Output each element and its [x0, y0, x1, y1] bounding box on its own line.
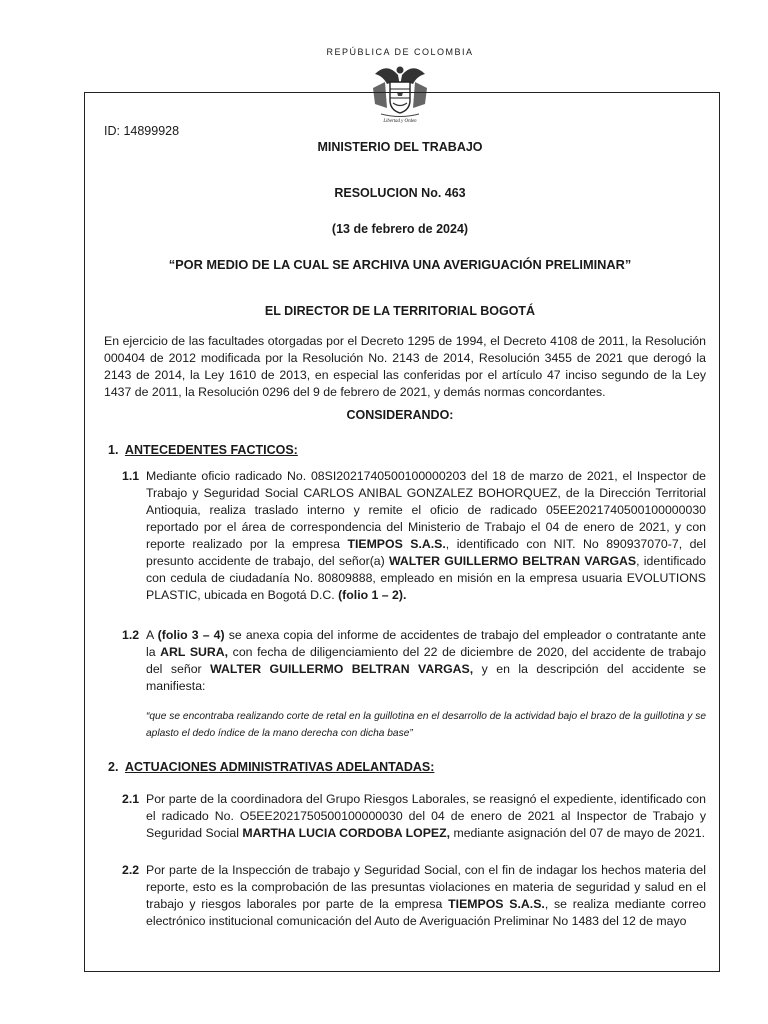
section-1-title: ANTECEDENTES FACTICOS:	[124, 443, 298, 457]
section-2-number: 2.	[108, 760, 119, 774]
item-text: , identificado con NIT. No 890937070-7, del presunto accidente de trabajo, del señor(a)	[146, 537, 706, 568]
item-text: Por parte de la Inspección de trabajo y Seguridad Social, con el fin de indagar los hechos materia del reporte, esto es la comprobación de las presuntas violaciones en materia de seguridad y salud en el trabajo y riesgos laborales por parte de la empresa	[146, 863, 706, 911]
considerando-heading: CONSIDERANDO:	[346, 408, 454, 422]
item-text: se anexa copia del informe de accidentes de trabajo del empleador o contratante ante la	[146, 628, 706, 659]
resolution-number: RESOLUCION No. 463	[334, 186, 466, 200]
item-number: 1.1	[122, 469, 140, 483]
country-header: REPÚBLICA DE COLOMBIA	[326, 47, 474, 57]
item-text: Mediante oficio radicado No. 08SI2021740500100000203 del 18 de marzo de 2021, el Inspector de Trabajo y Seguridad Social CARLOS ANIBAL GONZALEZ BOHORQUEZ, de la Dirección Territorial Antioquia, realiza traslado interno y remite el oficio de radicado 05EE2021740500100000030 reportado por el área de correspondencia del Ministerio de Trabajo el 04 de enero de 2021, y con reporte realizado por la empresa	[146, 469, 706, 551]
worker-name: WALTER GUILLERMO BELTRAN VARGAS,	[210, 662, 474, 676]
section-1-number: 1.	[108, 443, 119, 457]
item-1-1	[122, 468, 706, 604]
item-number: 2.1	[122, 792, 140, 806]
ministry-name: MINISTERIO DEL TRABAJO	[317, 140, 483, 154]
folio-reference: (folio 3 – 4)	[157, 628, 225, 642]
item-number: 2.2	[122, 863, 140, 877]
item-2-1	[122, 791, 706, 842]
section-1-heading	[108, 443, 298, 457]
document-id: ID: 14899928	[104, 124, 180, 138]
folio-reference: (folio 1 – 2).	[338, 588, 407, 602]
accident-description-quote: “que se encontraba realizando corte de retal en la guillotina en el desarrollo de la actividad bajo el brazo de la guillotina y se aplasto el dedo índice de la mano derecha con dicha base”	[146, 711, 706, 739]
item-text: mediante asignación del 07 de mayo de 2021.	[450, 826, 706, 840]
item-text: Por parte de la coordinadora del Grupo Riesgos Laborales, se reasignó el expediente, identificado con el radicado No. O5EE2021750500100000030 del 04 de enero de 2021 al Inspector de Trabajo y Seguridad Social	[146, 792, 706, 840]
resolution-date: (13 de febrero de 2024)	[331, 222, 469, 236]
preamble-paragraph: En ejercicio de las facultades otorgadas por el Decreto 1295 de 1994, el Decreto 4108 de 2011, la Resolución 000404 de 2012 modificada por la Resolución No. 2143 de 2014, Resolución 3455 de 2021 que derogó la 2143 de 2014, la Ley 1610 de 2013, en especial las conferidas por el artículo 47 inciso segundo de la Ley 1437 de 2011, la Resolución 0296 del 9 de febrero de 2021, y demás normas concordantes.	[104, 334, 706, 399]
seal-motto: Libertad y Orden	[383, 119, 417, 124]
item-number: 1.2	[122, 628, 140, 642]
item-1-2	[122, 627, 706, 695]
section-2-heading	[108, 760, 434, 774]
item-text: , identificado con cedula de ciudadanía No. 80809888, empleado en misión en la empresa usuaria EVOLUTIONS PLASTIC, ubicada en Bogotá D.C.	[146, 554, 707, 602]
item-text: A	[146, 628, 158, 642]
inspector-name: MARTHA LUCIA CORDOBA LOPEZ,	[242, 826, 451, 840]
item-2-2	[122, 862, 706, 930]
resolution-subject: “POR MEDIO DE LA CUAL SE ARCHIVA UNA AVERIGUACIÓN PRELIMINAR”	[168, 257, 632, 272]
company-name: TIEMPOS S.A.S.	[448, 897, 545, 911]
item-text: , se realiza mediante correo electrónico institucional comunicación del Auto de Averiguación Preliminar No 1483 del 12 de mayo	[146, 897, 706, 928]
item-text: y en la descripción del accidente se manifiesta:	[146, 662, 706, 693]
worker-name: WALTER GUILLERMO BELTRAN VARGAS	[389, 554, 637, 568]
company-name: TIEMPOS S.A.S.	[347, 537, 446, 551]
item-text: con fecha de diligenciamiento del 22 de diciembre de 2020, del accidente de trabajo del señor	[146, 645, 706, 676]
arl-name: ARL SURA,	[160, 645, 229, 659]
issuing-authority: EL DIRECTOR DE LA TERRITORIAL BOGOTÁ	[264, 304, 536, 318]
section-2-title: ACTUACIONES ADMINISTRATIVAS ADELANTADAS:	[124, 760, 435, 774]
